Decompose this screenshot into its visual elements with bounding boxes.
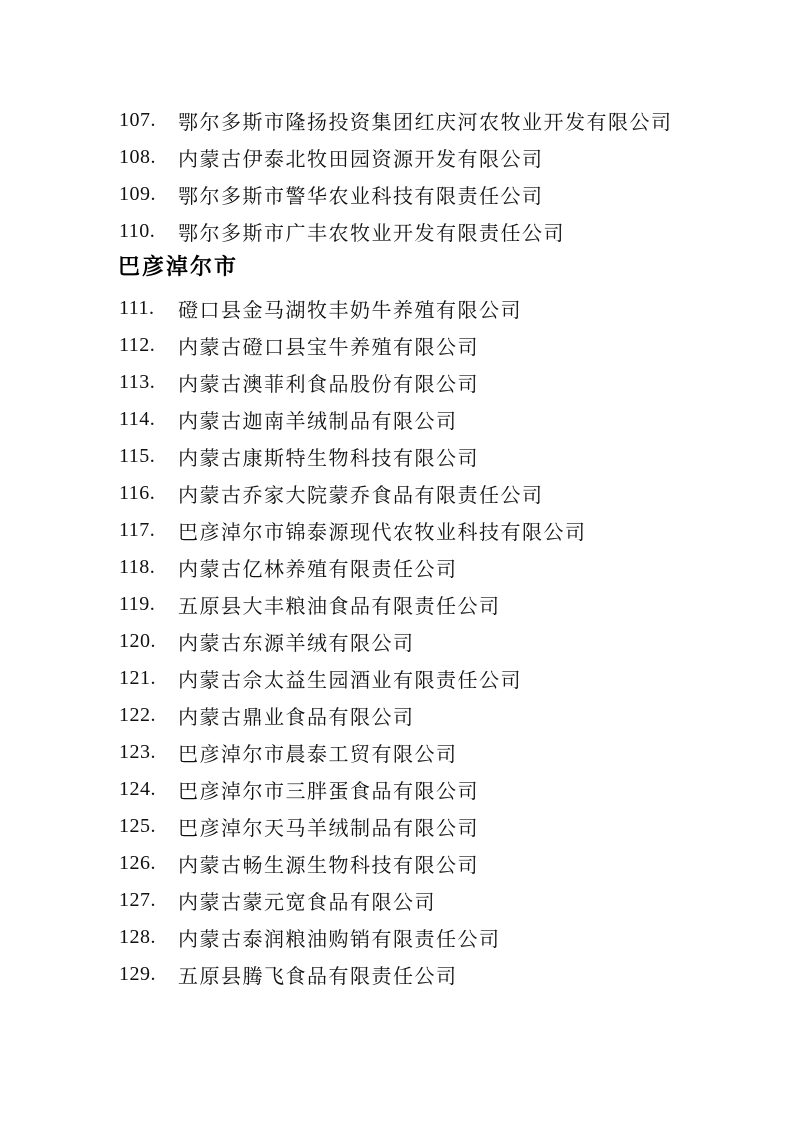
list-item	[119, 808, 753, 845]
company-name: 内蒙古迦南羊绒制品有限公司	[178, 411, 458, 433]
list-item	[119, 475, 753, 512]
item-number: 124.	[119, 778, 156, 800]
item-number: 109.	[119, 183, 156, 205]
company-list	[119, 102, 753, 993]
item-number: 125.	[119, 815, 156, 837]
company-name: 巴彦淖尔市三胖蛋食品有限公司	[178, 781, 479, 803]
list-item	[119, 512, 753, 549]
list-item	[119, 401, 753, 438]
item-number: 113.	[119, 371, 156, 393]
list-item	[119, 364, 753, 401]
item-number: 110.	[119, 220, 156, 242]
list-item	[119, 102, 753, 139]
item-number: 111.	[119, 297, 155, 319]
list-item	[119, 176, 753, 213]
company-name: 内蒙古乔家大院蒙乔食品有限责任公司	[178, 485, 544, 507]
list-item	[119, 623, 753, 660]
company-name: 巴彦淖尔天马羊绒制品有限公司	[178, 818, 479, 840]
item-number: 126.	[119, 852, 156, 874]
list-item	[119, 549, 753, 586]
section-heading: 巴彦淖尔市	[118, 254, 239, 279]
list-item	[119, 882, 753, 919]
company-name: 内蒙古磴口县宝牛养殖有限公司	[178, 337, 479, 359]
item-number: 128.	[119, 926, 156, 948]
company-name: 内蒙古亿林养殖有限责任公司	[178, 559, 458, 581]
item-number: 107.	[119, 109, 156, 131]
item-number: 114.	[119, 408, 156, 430]
list-item	[119, 919, 753, 956]
company-name: 内蒙古东源羊绒有限公司	[178, 633, 415, 655]
company-name: 鄂尔多斯市广丰农牧业开发有限责任公司	[178, 223, 565, 245]
company-name: 内蒙古蒙元宽食品有限公司	[178, 892, 436, 914]
item-number: 112.	[119, 334, 156, 356]
list-item	[119, 771, 753, 808]
list-item	[119, 139, 753, 176]
item-number: 129.	[119, 963, 156, 985]
item-number: 117.	[119, 519, 156, 541]
item-number: 118.	[119, 556, 156, 578]
company-name: 内蒙古鼎业食品有限公司	[178, 707, 415, 729]
item-number: 123.	[119, 741, 156, 763]
company-name: 内蒙古澳菲利食品股份有限公司	[178, 374, 479, 396]
list-item	[119, 438, 753, 475]
list-item	[119, 845, 753, 882]
list-item	[119, 290, 753, 327]
company-name: 内蒙古康斯特生物科技有限公司	[178, 448, 479, 470]
item-number: 119.	[119, 593, 156, 615]
list-item	[119, 734, 753, 771]
company-name: 鄂尔多斯市隆扬投资集团红庆河农牧业开发有限公司	[178, 112, 673, 134]
company-name: 五原县大丰粮油食品有限责任公司	[178, 596, 501, 618]
list-item	[119, 660, 753, 697]
item-number: 120.	[119, 630, 156, 652]
item-number: 115.	[119, 445, 156, 467]
company-name: 内蒙古泰润粮油购销有限责任公司	[178, 929, 501, 951]
list-item	[119, 213, 753, 250]
list-item	[119, 956, 753, 993]
company-name: 巴彦淖尔市锦泰源现代农牧业科技有限公司	[178, 522, 587, 544]
item-number: 122.	[119, 704, 156, 726]
company-name: 鄂尔多斯市警华农业科技有限责任公司	[178, 186, 544, 208]
item-number: 108.	[119, 146, 156, 168]
company-name: 五原县腾飞食品有限责任公司	[178, 966, 458, 988]
company-name: 内蒙古伊泰北牧田园资源开发有限公司	[178, 149, 544, 171]
company-name: 巴彦淖尔市晨泰工贸有限公司	[178, 744, 458, 766]
company-name: 内蒙古畅生源生物科技有限公司	[178, 855, 479, 877]
company-name: 内蒙古佘太益生园酒业有限责任公司	[178, 670, 522, 692]
list-item	[119, 586, 753, 623]
list-item	[119, 697, 753, 734]
company-name: 磴口县金马湖牧丰奶牛养殖有限公司	[178, 300, 522, 322]
item-number: 121.	[119, 667, 156, 689]
list-item	[119, 327, 753, 364]
item-number: 116.	[119, 482, 156, 504]
item-number: 127.	[119, 889, 156, 911]
